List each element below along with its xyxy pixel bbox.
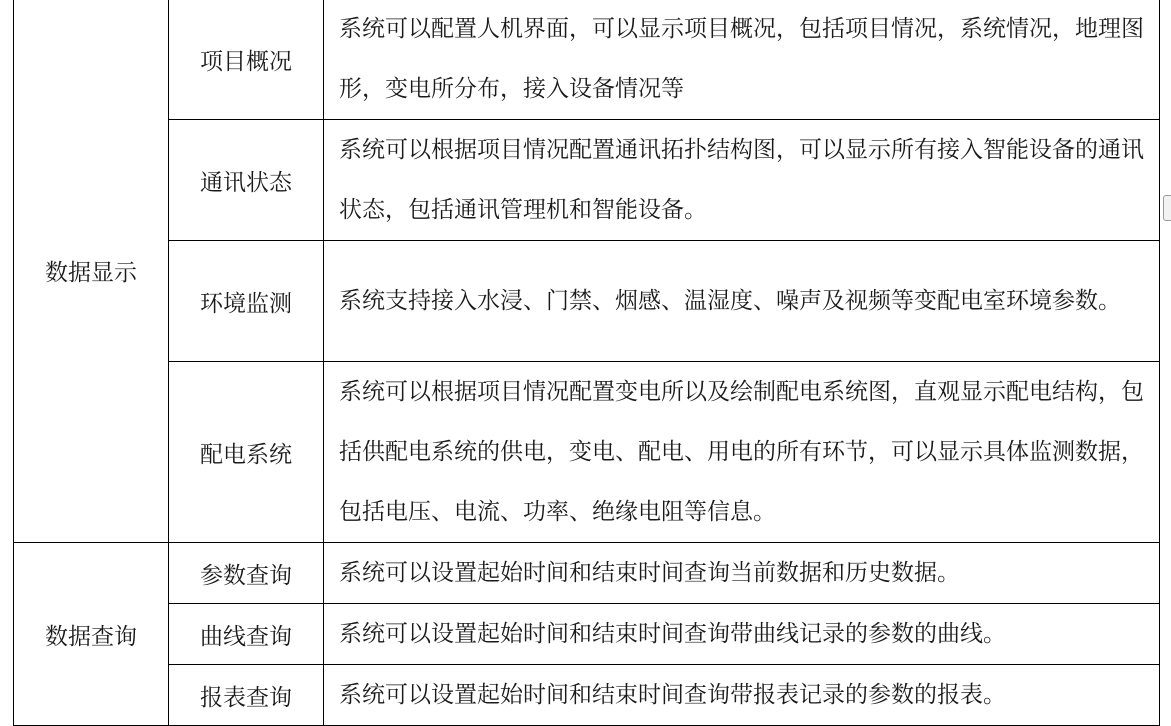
- description-cell: 系统可以配置人机界面，可以显示项目概况，包括项目情况，系统情况，地理图形，变电所分布，接入设备情况等: [324, 0, 1160, 120]
- table-row: [14, 0, 1160, 120]
- description-cell: 系统支持接入水浸、门禁、烟感、温湿度、噪声及视频等变配电室环境参数。: [324, 241, 1160, 362]
- description-cell: 系统可以设置起始时间和结束时间查询当前数据和历史数据。: [324, 543, 1160, 604]
- description-cell: 系统可以根据项目情况配置变电所以及绘制配电系统图，直观显示配电结构，包括供配电系统的供电，变电、配电、用电的所有环节，可以显示具体监测数据，包括电压、电流、功率、绝缘电阻等信息。: [324, 362, 1160, 543]
- table-row: [14, 543, 1160, 604]
- table-row: [14, 604, 1160, 665]
- feature-table: [13, 0, 1160, 726]
- description-cell: 系统可以设置起始时间和结束时间查询带报表记录的参数的报表。: [324, 665, 1160, 726]
- table-resize-handle[interactable]: [1163, 195, 1171, 221]
- table-row: [14, 665, 1160, 726]
- description-cell: 系统可以设置起始时间和结束时间查询带曲线记录的参数的曲线。: [324, 604, 1160, 665]
- subcategory-cell: 参数查询: [169, 543, 324, 604]
- category-cell: 数据显示: [14, 0, 169, 543]
- table-row: [14, 120, 1160, 241]
- category-cell: 数据查询: [14, 543, 169, 726]
- subcategory-cell: 报表查询: [169, 665, 324, 726]
- subcategory-cell: 配电系统: [169, 362, 324, 543]
- description-cell: 系统可以根据项目情况配置通讯拓扑结构图，可以显示所有接入智能设备的通讯状态，包括通讯管理机和智能设备。: [324, 120, 1160, 241]
- subcategory-cell: 环境监测: [169, 241, 324, 362]
- subcategory-cell: 通讯状态: [169, 120, 324, 241]
- table-row: [14, 362, 1160, 543]
- subcategory-cell: 项目概况: [169, 0, 324, 120]
- subcategory-cell: 曲线查询: [169, 604, 324, 665]
- table-row: [14, 241, 1160, 362]
